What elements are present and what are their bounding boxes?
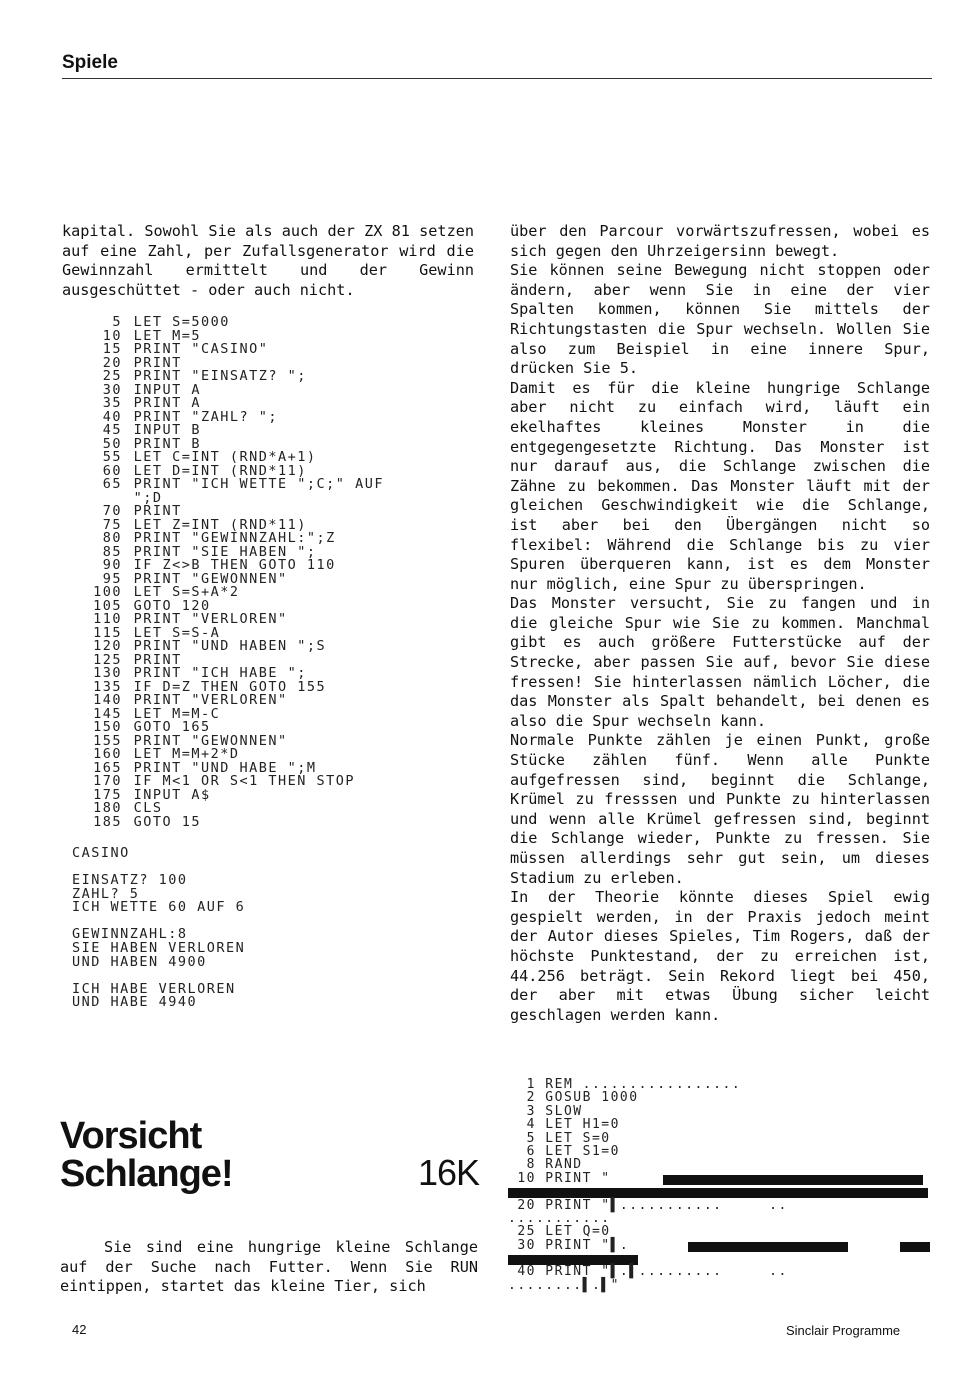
code-line: 25 LET Q=0	[508, 1224, 611, 1240]
line-number: 150	[93, 719, 122, 735]
line-number: 25	[102, 368, 122, 384]
output-line: UND HABEN 4900	[72, 953, 207, 970]
line-code: GOTO 15	[124, 813, 202, 830]
code-line: 3 SLOW	[508, 1103, 583, 1119]
line-number: 20	[102, 354, 122, 371]
code-line: ........▌.▌"	[508, 1277, 620, 1293]
code-line: 5 LET S=0	[508, 1130, 611, 1146]
column2-text: über den Parcour vorwärtszufressen, wobei es sich gegen den Uhrzeigersinn bewegt. Sie können seine Bewegung nicht stoppen oder ändern, aber wenn Sie in eine der vier Spalten kommen, können Sie mittels der Richtungstasten die Spur wechseln. Wollen Sie also zum Beispiel in eine innere Spur, drücken Sie 5. Damit es für die kleine hungrige Schlange aber nicht zu einfach wird, läuft ein ekelhaftes kleines Monster in die entgegengesetzte Richtung. Das Monster ist nur darauf aus, die Schlange zwischen die Zähne zu bekommen. Das Monster läuft mit der gleichen Geschwindigkeit wie die Schlange, ist aber bei den Übergängen nicht so flexibel: Während die Schlange bis zu vier Spuren überqueren kann, ist es dem Monster nur möglich, eine Spur zu überspringen. Das Monster versucht, Sie zu fangen und in die gleiche Spur wie Sie zu kommen. Manchmal gibt es auch größere Futterstücke auf der Strecke, aber passen Sie auf, bevor Sie diese fressen! Sie hinterlassen nämlich Löcher, die das Monster als Spalt behandelt, bei denen es also die Spur wechseln kann. Normale Punkte zählen je einen Punkt, große Stücke zählen fünf. Wenn alle Punkte aufgefressen sind, beginnt die Schlange, Krümel zu fresssen und Punkte zu hinterlassen und wenn alle Krümel gefressen sind, beginnt die Schlange wieder, Punkte zu fressen. Sie müssen allerdings sehr gut sein, um dieses Stadium zu erleben. In der Theorie könnte dieses Spiel ewig gespielt werden, in der Praxis jedoch meint der Autor dieses Spieles, Tim Rogers, daß der höchste Punktestand, der zu erreichen ist, 44.256 beträgt. Sein Rekord liegt bei 450, der aber mit etwas Übung sicher leicht geschlagen werden kann.	[510, 222, 930, 1024]
line-number: 100	[93, 584, 122, 600]
line-code: PRINT "ICH WETTE ";C;" AUF	[124, 476, 384, 492]
code-line: 6 LET S1=0	[508, 1143, 620, 1159]
line-code: LET S=5000	[124, 314, 230, 330]
line-code: IF M<1 OR S<1 THEN STOP	[124, 773, 356, 789]
code-line: 40 PRINT "▌.▌......... ..	[508, 1264, 788, 1280]
line-code: INPUT B	[124, 422, 202, 438]
output-line: EINSATZ? 100	[72, 871, 188, 888]
code-line	[72, 813, 472, 830]
line-number: 155	[93, 732, 122, 749]
line-code: PRINT "UND HABEN ";S	[124, 638, 327, 654]
line-code: PRINT	[124, 354, 182, 371]
line-code: LET M=M+2*D	[124, 746, 240, 762]
output-line: UND HABE 4940	[72, 994, 198, 1011]
line-number: 45	[102, 422, 122, 438]
line-code: PRINT "ICH HABE ";	[124, 665, 307, 681]
line-code: PRINT "GEWONNEN"	[124, 570, 288, 587]
code-line: 1 REM .................	[508, 1077, 742, 1092]
line-number: 110	[93, 611, 122, 627]
line-number: 30	[102, 381, 122, 398]
line-code: LET Z=INT (RND*11)	[124, 516, 307, 533]
code-line: 20 PRINT "▌........... ..	[508, 1197, 788, 1213]
line-code: PRINT "VERLOREN"	[124, 611, 288, 627]
line-number: 120	[93, 638, 122, 654]
code-line: 4 LET H1=0	[508, 1117, 620, 1133]
line-number: 60	[102, 462, 122, 479]
article-title-line2: Schlange!	[60, 1153, 233, 1195]
line-number: 180	[93, 800, 122, 816]
code-line	[508, 1185, 933, 1198]
line-number: 40	[102, 408, 122, 425]
code-line: 10 PRINT "	[508, 1172, 933, 1185]
line-code: INPUT A	[124, 381, 202, 398]
line-code: PRINT "UND HABE ";M	[124, 759, 317, 776]
line-number: 145	[93, 705, 122, 722]
graphic-block	[663, 1175, 923, 1185]
graphic-block	[900, 1242, 930, 1252]
memory-badge: 16K	[418, 1152, 480, 1193]
line-code: PRINT "GEWONNEN"	[124, 732, 288, 749]
line-code: PRINT	[124, 651, 182, 668]
line-code: LET M=5	[124, 327, 202, 344]
line-number: 85	[102, 543, 122, 560]
code-line: 2 GOSUB 1000	[508, 1090, 639, 1106]
article-intro: Sie sind eine hungrige kleine Schlange auf der Suche nach Futter. Wenn Sie RUN eintippen, startet das kleine Tier, sich	[60, 1238, 478, 1296]
line-number: 175	[93, 786, 122, 803]
header-rule	[62, 78, 932, 79]
line-code: PRINT "SIE HABEN ";	[124, 543, 317, 560]
article-title	[60, 1117, 233, 1193]
line-code: LET S=S+A*2	[124, 584, 240, 600]
line-number: 170	[93, 773, 122, 789]
line-number: 125	[93, 651, 122, 668]
line-number: 165	[93, 759, 122, 776]
line-number: 160	[93, 746, 122, 762]
line-number: 10	[102, 327, 122, 344]
line-code: IF D=Z THEN GOTO 155	[124, 678, 327, 695]
graphic-block	[508, 1188, 928, 1198]
line-code: CLS	[124, 800, 163, 816]
page-number: 42	[72, 1322, 87, 1337]
line-number: 185	[93, 813, 122, 830]
line-code: INPUT A$	[124, 786, 211, 803]
casino-output	[72, 847, 245, 1010]
line-code: LET D=INT (RND*11)	[124, 462, 307, 479]
line-code: GOTO 120	[124, 597, 211, 614]
output-line: SIE HABEN VERLOREN	[72, 939, 246, 956]
line-code: PRINT "GEWINNZAHL:";Z	[124, 530, 336, 546]
line-number: 55	[102, 449, 122, 465]
line-code: PRINT "CASINO"	[124, 341, 269, 357]
snake-listing	[508, 1078, 933, 1292]
line-number: 35	[102, 395, 122, 411]
line-code: PRINT B	[124, 435, 202, 452]
line-code: PRINT "EINSATZ? ";	[124, 368, 307, 384]
line-number: 130	[93, 665, 122, 681]
line-number: 15	[102, 341, 122, 357]
code-line: 30 PRINT "▌.	[508, 1239, 933, 1252]
line-number: 90	[102, 557, 122, 573]
line-number: 50	[102, 435, 122, 452]
line-code: IF Z<>B THEN GOTO 110	[124, 557, 336, 573]
line-code: LET C=INT (RND*A+1)	[124, 449, 317, 465]
line-number: 75	[102, 516, 122, 533]
line-code: PRINT "VERLOREN"	[124, 692, 288, 708]
line-number: 5	[112, 314, 122, 330]
output-line: GEWINNZAHL:8	[72, 926, 188, 943]
line-number: 135	[93, 678, 122, 695]
line-number: 70	[102, 503, 122, 519]
line-number: 95	[102, 570, 122, 587]
line-code: GOTO 165	[124, 719, 211, 735]
publication-name: Sinclair Programme	[786, 1323, 901, 1338]
line-number: 115	[93, 624, 122, 641]
output-line: ICH WETTE 60 AUF 6	[72, 899, 246, 916]
line-code: PRINT A	[124, 395, 202, 411]
line-code: LET S=S-A	[124, 624, 221, 641]
code-line: ...........	[508, 1210, 611, 1226]
column1-paragraph: kapital. Sowohl Sie als auch der ZX 81 setzen auf eine Zahl, per Zufallsgenerator wird die Gewinnzahl ermittelt und der Gewinn ausgeschüttet - oder auch nicht.	[62, 222, 474, 299]
line-number: 65	[102, 476, 122, 492]
article-title-line1: Vorsicht	[60, 1115, 202, 1157]
output-line: ICH HABE VERLOREN	[72, 980, 236, 997]
output-title: CASINO	[72, 845, 130, 861]
line-code: LET M=M-C	[124, 705, 221, 722]
casino-listing	[72, 316, 472, 829]
section-header: Spiele	[62, 52, 118, 73]
line-number: 140	[93, 692, 122, 708]
line-code: ";D	[124, 489, 163, 506]
output-line: ZAHL? 5	[72, 885, 140, 902]
line-number: 105	[93, 597, 122, 614]
line-number: 80	[102, 530, 122, 546]
code-line: 8 RAND	[508, 1157, 583, 1173]
line-code: PRINT "ZAHL? ";	[124, 408, 279, 425]
graphic-block	[688, 1242, 848, 1252]
line-code: PRINT	[124, 503, 182, 519]
